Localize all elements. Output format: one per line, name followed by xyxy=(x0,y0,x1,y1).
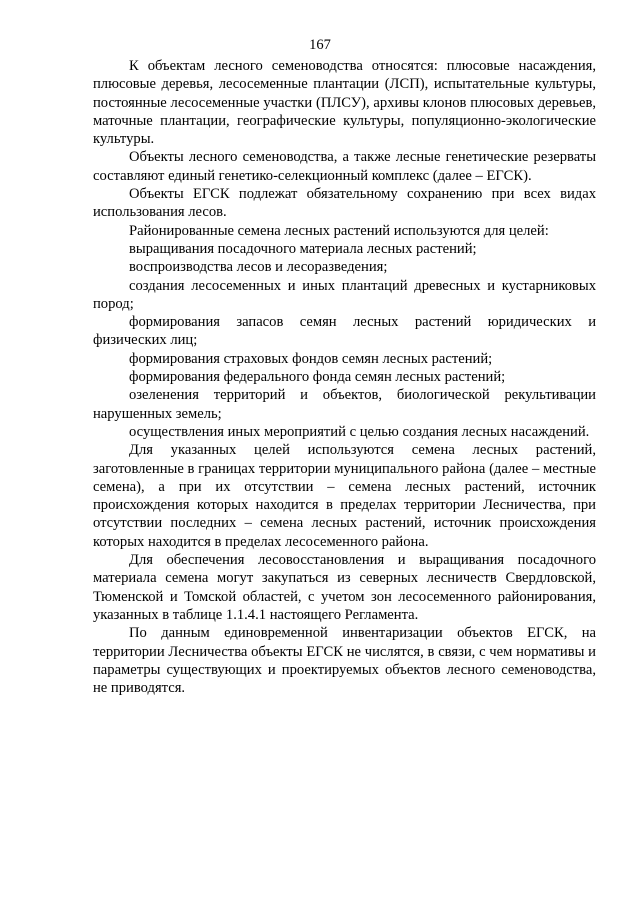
document-body xyxy=(93,57,596,697)
list-item-planting-material: выращивания посадочного материала лесных растений; xyxy=(129,240,477,257)
list-item-reforestation: воспроизводства лесов и лесоразведения; xyxy=(129,259,388,276)
paragraph-zoned-seeds-purposes: Районированные семена лесных растений используются для целей: xyxy=(129,222,549,239)
paragraph-egsk-preservation: Объекты ЕГСК подлежат обязательному сохранению при всех видах использования лесов. xyxy=(93,186,596,221)
list-item-seed-stocks: формирования запасов семян лесных растений юридических и физических лиц; xyxy=(93,314,596,349)
paragraph-inventory: По данным единовременной инвентаризации объектов ЕГСК, на территории Лесничества объекты ЕГСК не числятся, в связи, с чем нормативы и параметры существующих и проектируемых объектов лесного семеноводства, не приводятся. xyxy=(93,625,596,697)
paragraph-seed-procurement: Для обеспечения лесовосстановления и выращивания посадочного материала семена могут закупаться из северных лесничеств Свердловской, Тюменской и Томской областей, с учетом зон лесосеменного районирования, указанных в таблице 1.1.4.1 настоящего Регламента. xyxy=(93,552,596,623)
list-item-federal-fund: формирования федерального фонда семян лесных растений; xyxy=(129,369,506,386)
list-item-landscaping: озеленения территорий и объектов, биологической рекультивации нарушенных земель; xyxy=(93,387,596,422)
paragraph-local-seeds: Для указанных целей используются семена лесных растений, заготовленные в границах территории муниципального района (далее – местные семена), а при их отсутствии – семена лесных растений, источник происхождения которых находится в пределах территории Лесничества, при отсутствии последних – семена лесных растений, источник происхождения которых находится в пределах лесосеменного района. xyxy=(93,442,596,550)
paragraph-seed-objects: К объектам лесного семеноводства относятся: плюсовые насаждения, плюсовые деревья, лесосеменные плантации (ЛСП), испытательные культуры, постоянные лесосеменные участки (ПЛСУ), архивы клонов плюсовых деревьев, маточные плантации, географические культуры, популяционно-экологические культуры. xyxy=(93,58,596,148)
paragraph-egsk-definition: Объекты лесного семеноводства, а также лесные генетические резерваты составляют единый генетико-селекционный комплекс (далее – ЕГСК). xyxy=(93,149,596,184)
page-number: 167 xyxy=(309,37,331,53)
list-item-plantations: создания лесосеменных и иных плантаций древесных и кустарниковых пород; xyxy=(93,277,596,312)
list-item-insurance-funds: формирования страховых фондов семян лесных растений; xyxy=(129,350,493,367)
list-item-other-measures: осуществления иных мероприятий с целью создания лесных насаждений. xyxy=(129,423,590,440)
